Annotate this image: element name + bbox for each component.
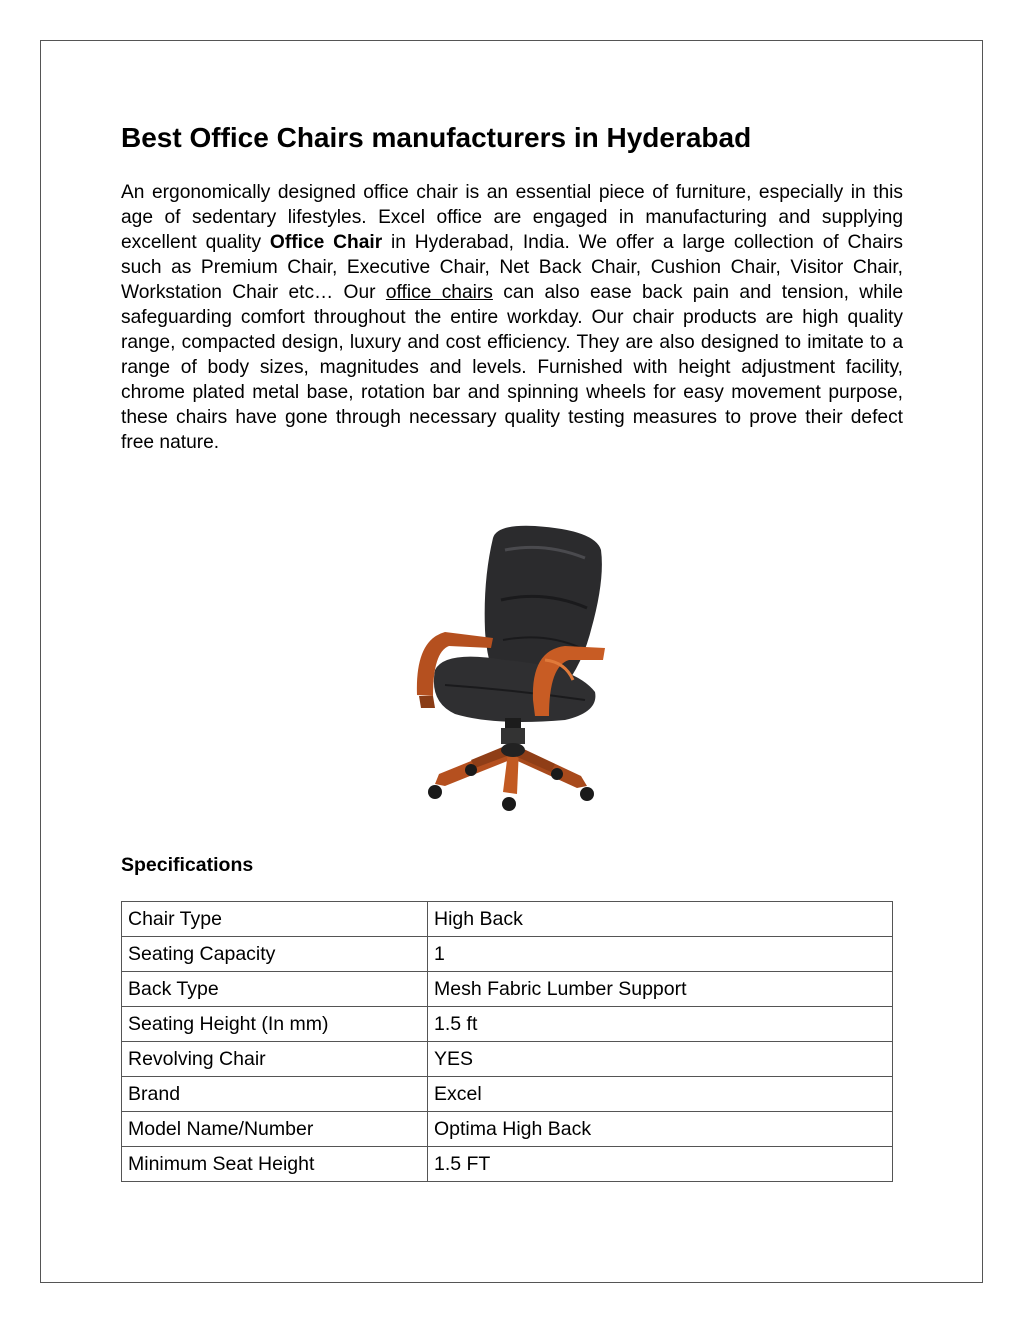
specifications-heading: Specifications [121,854,254,876]
spec-value: YES [428,1042,893,1077]
spec-key: Chair Type [122,902,428,937]
specifications-table [121,901,893,1182]
table-row [122,1077,893,1112]
spec-value: Mesh Fabric Lumber Support [428,972,893,1007]
spec-value: 1.5 FT [428,1147,893,1182]
table-row [122,1007,893,1042]
spec-key: Revolving Chair [122,1042,428,1077]
table-row [122,1147,893,1182]
table-row [122,1042,893,1077]
paragraph-text-3: can also ease back pain and tension, while safeguarding comfort throughout the entire workday. Our chair products are high quality range, compacted design, luxury and cost efficiency. They are also designed to imitate to a range of body sizes, magnitudes and levels. Furnished with height adjustment facility, chrome plated metal base, rotation bar and spinning wheels for easy movement purpose, these chairs have gone through necessary quality testing measures to prove their defect free nature. [121,282,903,453]
paragraph-bold-office-chair: Office Chair [269,232,383,253]
spec-key: Model Name/Number [122,1112,428,1147]
office-chair-image [405,520,615,820]
office-chairs-link[interactable]: office chairs [385,282,493,303]
intro-paragraph [121,180,903,455]
spec-key: Back Type [122,972,428,1007]
spec-value: Excel [428,1077,893,1112]
spec-key: Brand [122,1077,428,1112]
spec-value: 1.5 ft [428,1007,893,1042]
spec-value: Optima High Back [428,1112,893,1147]
table-row [122,937,893,972]
paragraph-text-1: An ergonomically designed office chair is an essential piece of furniture, especially in this age of sedentary lifestyles. Excel office are engaged in manufacturing and supplying excellent quality [121,182,903,253]
paragraph-text-2: in Hyderabad, India. We offer a large collection of Chairs such as Premium Chair, Executive Chair, Net Back Chair, Cushion Chair, Visitor Chair, Workstation Chair etc… Our [121,232,903,303]
spec-key: Seating Height (In mm) [122,1007,428,1042]
table-row [122,972,893,1007]
page-title: Best Office Chairs manufacturers in Hyderabad [121,122,752,153]
spec-value: 1 [428,937,893,972]
spec-key: Minimum Seat Height [122,1147,428,1182]
spec-value: High Back [428,902,893,937]
spec-key: Seating Capacity [122,937,428,972]
table-row [122,1112,893,1147]
table-row [122,902,893,937]
